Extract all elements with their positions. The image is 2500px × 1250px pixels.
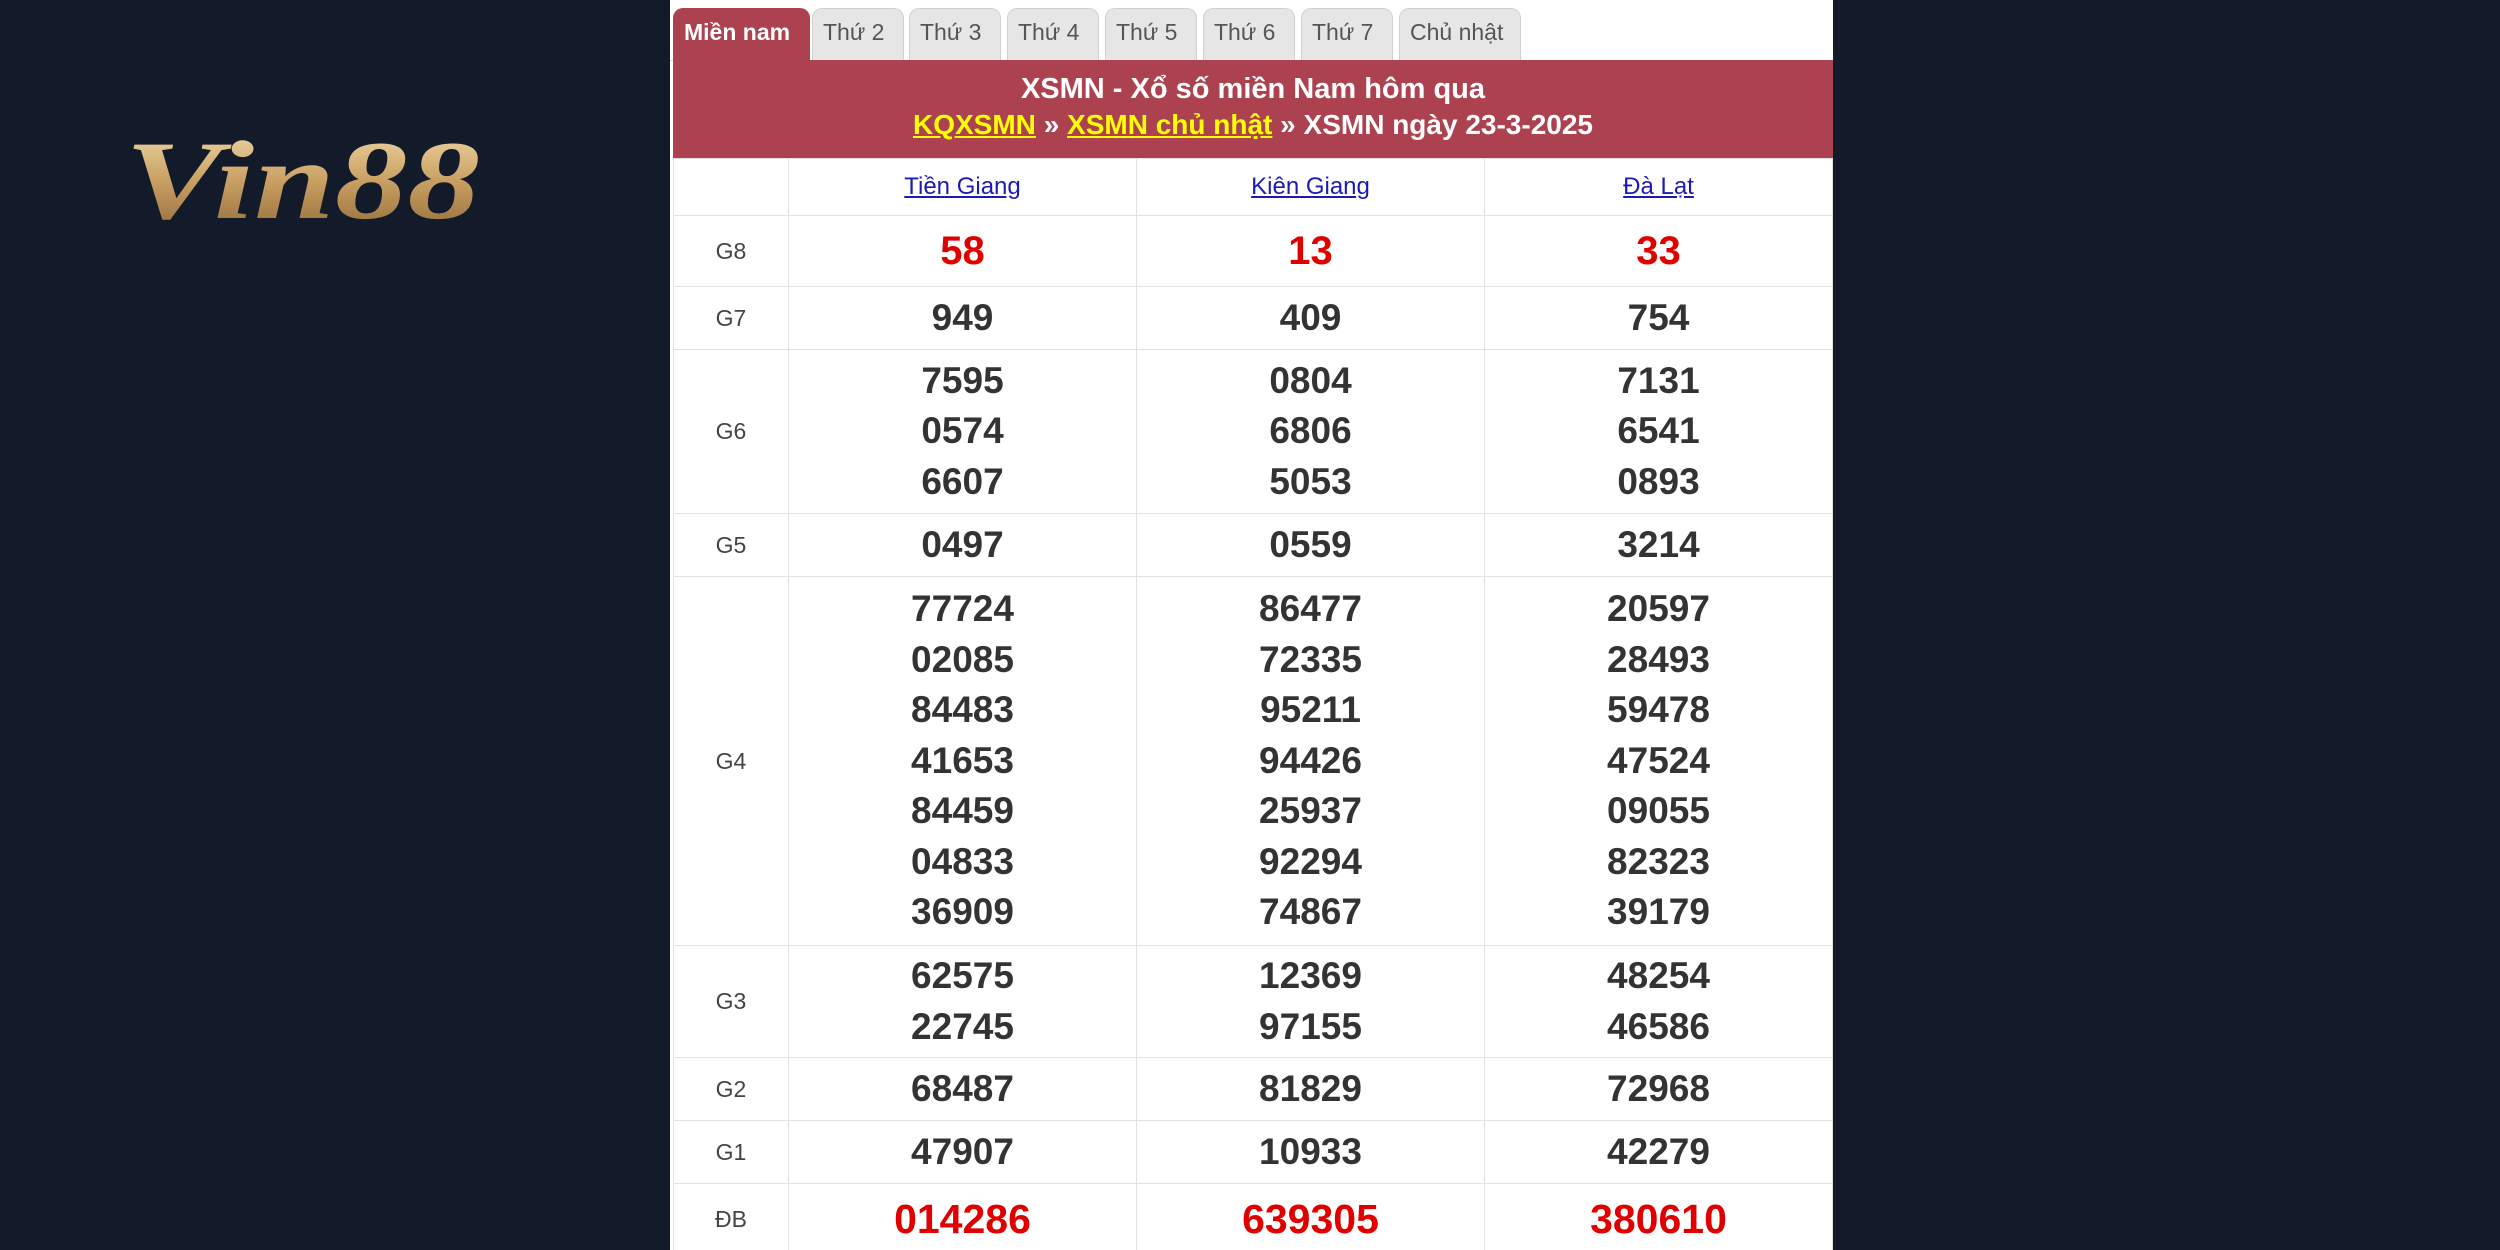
prize-cell	[1137, 216, 1485, 287]
prize-number: 62575	[911, 955, 1014, 996]
prize-number: 6541	[1617, 410, 1700, 452]
province-link-da-lat[interactable]: Đà Lạt	[1623, 173, 1694, 200]
prize-cell	[789, 216, 1137, 287]
tab-thu-4[interactable]: Thứ 4	[1007, 8, 1099, 60]
prize-number: 82323	[1607, 840, 1710, 882]
prize-number: 409	[1279, 296, 1342, 338]
tab-mien-nam[interactable]: Miền nam	[673, 8, 810, 60]
prize-number: 22745	[911, 1005, 1014, 1047]
province-link-tien-giang[interactable]: Tiền Giang	[904, 173, 1021, 200]
breadcrumb-kqxsmn-link[interactable]: KQXSMN	[913, 109, 1036, 140]
prize-number: 92294	[1259, 840, 1362, 882]
prize-number: 94426	[1259, 739, 1362, 781]
prize-cell	[789, 287, 1137, 350]
prize-cell	[1485, 1184, 1833, 1250]
prize-label: ĐB	[674, 1184, 789, 1250]
prize-number: 84483	[911, 689, 1014, 731]
prize-number: 7131	[1617, 359, 1700, 401]
prize-number: 74867	[1259, 891, 1362, 933]
breadcrumb-separator: »	[1280, 109, 1296, 140]
prize-number: 72335	[1259, 638, 1362, 680]
prize-cell	[1137, 1058, 1485, 1121]
province-header	[1137, 159, 1485, 216]
prize-number: 380610	[1590, 1195, 1727, 1242]
breadcrumb-current: XSMN ngày 23-3-2025	[1303, 109, 1593, 140]
prize-cell	[789, 946, 1137, 1058]
prize-number: 81829	[1259, 1067, 1362, 1109]
prize-number: 014286	[894, 1195, 1031, 1242]
prize-number: 33	[1636, 228, 1681, 273]
prize-number: 0497	[921, 523, 1004, 565]
prize-cell	[1137, 1184, 1485, 1250]
prize-row	[674, 287, 1833, 350]
results-table	[673, 158, 1833, 1250]
prize-cell	[789, 350, 1137, 514]
prize-label: G3	[674, 946, 789, 1058]
prize-number: 41653	[911, 739, 1014, 781]
prize-cell	[1137, 946, 1485, 1058]
prize-number: 09055	[1607, 790, 1710, 832]
tab-thu-6[interactable]: Thứ 6	[1203, 8, 1295, 60]
prize-cell	[1485, 350, 1833, 514]
prize-number: 48254	[1607, 955, 1710, 996]
prize-number: 3214	[1617, 523, 1700, 565]
province-link-kien-giang[interactable]: Kiên Giang	[1251, 173, 1370, 200]
prize-number: 42279	[1607, 1130, 1710, 1172]
prize-number: 36909	[911, 891, 1014, 933]
prize-label: G6	[674, 350, 789, 514]
prize-row	[674, 350, 1833, 514]
prize-number: 0893	[1617, 460, 1700, 502]
prize-number: 68487	[911, 1067, 1014, 1109]
prize-number: 20597	[1607, 588, 1710, 630]
prize-number: 84459	[911, 790, 1014, 832]
prize-label: G8	[674, 216, 789, 287]
prize-cell	[1485, 287, 1833, 350]
prize-number: 95211	[1260, 689, 1361, 731]
prize-cell	[1485, 577, 1833, 946]
prize-number: 77724	[911, 588, 1014, 630]
vin88-logo	[120, 118, 490, 233]
prize-number: 46586	[1607, 1005, 1710, 1047]
header-blank	[674, 159, 789, 216]
prize-cell	[789, 514, 1137, 577]
prize-cell	[789, 577, 1137, 946]
prize-number: 13	[1288, 228, 1333, 273]
province-header	[789, 159, 1137, 216]
prize-cell	[789, 1058, 1137, 1121]
prize-number: 59478	[1607, 689, 1710, 731]
prize-cell	[1137, 1121, 1485, 1184]
day-tabs	[670, 0, 1833, 61]
prize-cell	[1485, 1058, 1833, 1121]
prize-number: 754	[1627, 296, 1690, 338]
prize-number: 5053	[1269, 460, 1352, 502]
prize-cell	[1485, 514, 1833, 577]
prize-number: 0559	[1269, 523, 1352, 565]
prize-row	[674, 946, 1833, 1058]
prize-number: 28493	[1607, 638, 1710, 680]
logo-text: Vin88	[125, 119, 480, 233]
prize-label: G7	[674, 287, 789, 350]
prize-number: 86477	[1259, 588, 1362, 630]
prize-cell	[1137, 577, 1485, 946]
prize-cell	[1137, 514, 1485, 577]
breadcrumb-xsmn-chu-nhat-link[interactable]: XSMN chủ nhật	[1067, 109, 1273, 140]
prize-row	[674, 577, 1833, 946]
tab-thu-3[interactable]: Thứ 3	[909, 8, 1001, 60]
prize-number: 47524	[1607, 739, 1710, 781]
tab-thu-2[interactable]: Thứ 2	[812, 8, 904, 60]
prize-number: 25937	[1259, 790, 1362, 832]
prize-number: 12369	[1259, 955, 1362, 996]
tab-thu-5[interactable]: Thứ 5	[1105, 8, 1197, 60]
prize-number: 7595	[921, 359, 1004, 401]
prize-cell	[1485, 1121, 1833, 1184]
prize-cell	[1485, 946, 1833, 1058]
prize-number: 0804	[1269, 359, 1352, 401]
prize-cell	[1137, 350, 1485, 514]
prize-number: 6806	[1269, 410, 1352, 452]
page-title: XSMN - Xổ số miền Nam hôm qua	[1020, 73, 1486, 105]
prize-number: 47907	[911, 1130, 1014, 1172]
breadcrumb	[673, 108, 1833, 142]
prize-number: 04833	[911, 840, 1014, 882]
prize-number: 58	[940, 228, 985, 273]
prize-number: 6607	[921, 460, 1004, 502]
tab-thu-7[interactable]: Thứ 7	[1301, 8, 1393, 60]
prize-number: 39179	[1607, 891, 1710, 933]
prize-row	[674, 1058, 1833, 1121]
prize-label: G5	[674, 514, 789, 577]
province-header	[1485, 159, 1833, 216]
prize-number: 02085	[911, 638, 1014, 680]
prize-label: G4	[674, 577, 789, 946]
results-banner	[673, 60, 1833, 158]
tab-chu-nhat[interactable]: Chủ nhật	[1399, 8, 1521, 60]
lottery-panel	[670, 0, 1833, 1250]
province-header-row	[674, 159, 1833, 216]
breadcrumb-separator: »	[1043, 109, 1060, 140]
prize-cell	[1137, 287, 1485, 350]
prize-row	[674, 1121, 1833, 1184]
prize-cell	[1485, 216, 1833, 287]
prize-number: 10933	[1259, 1130, 1362, 1172]
prize-number: 72968	[1607, 1067, 1710, 1109]
prize-cell	[789, 1121, 1137, 1184]
prize-row	[674, 216, 1833, 287]
prize-label: G1	[674, 1121, 789, 1184]
prize-number: 97155	[1259, 1005, 1362, 1047]
prize-number: 0574	[921, 410, 1004, 452]
prize-row	[674, 514, 1833, 577]
prize-label: G2	[674, 1058, 789, 1121]
prize-row	[674, 1184, 1833, 1250]
prize-number: 639305	[1242, 1195, 1379, 1242]
prize-number: 949	[931, 296, 994, 338]
prize-cell	[789, 1184, 1137, 1250]
